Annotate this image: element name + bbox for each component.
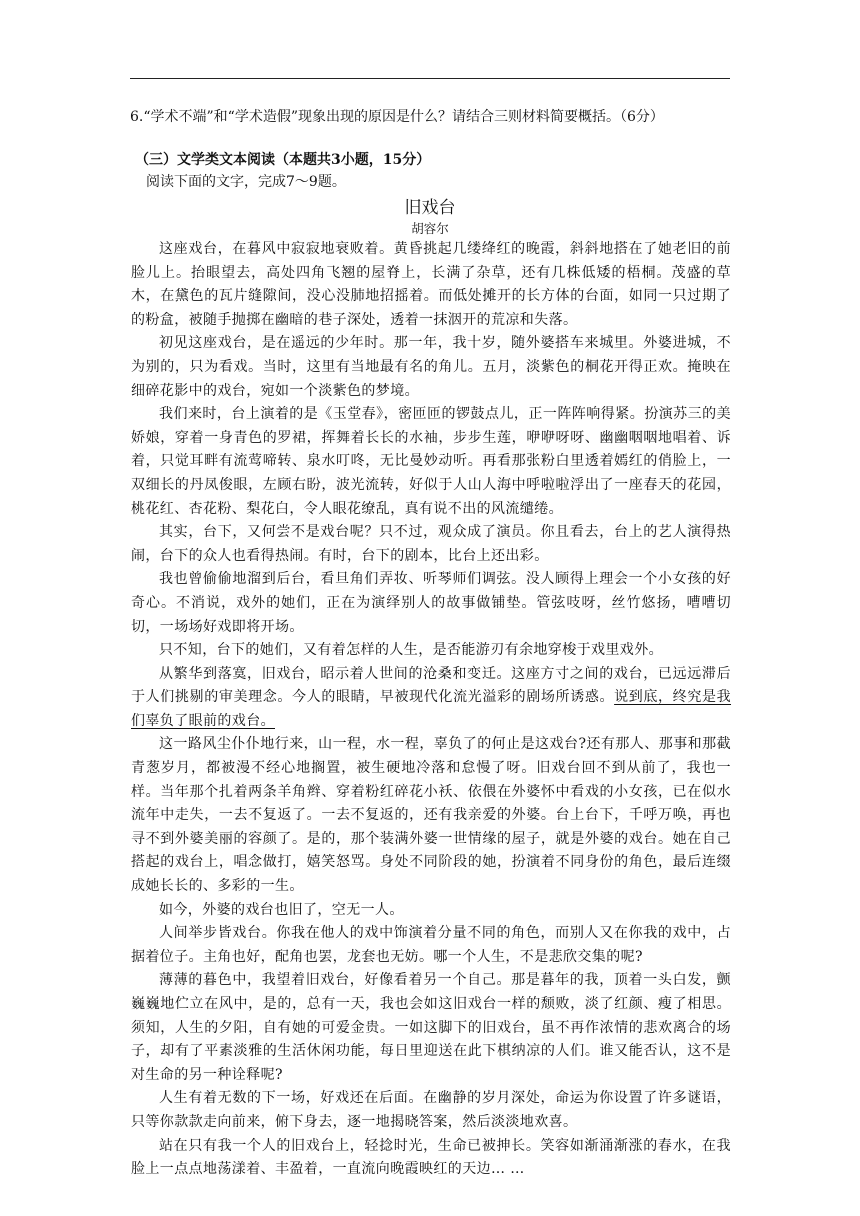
paragraph-11: 薄薄的暮色中，我望着旧戏台，好像看着另一个自己。那是暮年的我，顶着一头白发，颤巍巍地伫立在风中，是的，总有一天，我也会如这旧戏台一样的颓败，淡了红颜、瘦了相思。须知，人生的夕阳，自有她的可爱金贵。一如这脚下的旧戏台，虽不再作浓情的悲欢离合的场子，却有了平素淡雅的生活休闲功能，每日里迎送在此下棋纳凉的人们。谁又能否认，这不是对生命的另一种诠释呢? [131, 972, 731, 1083]
essay-body [131, 238, 731, 1182]
paragraph-4: 其实，台下，又何尝不是戏台呢？只不过，观众成了演员。你且看去，台上的艺人演得热闹，台下的众人也看得热闹。有时，台下的剧本，比台上还出彩。 [131, 524, 731, 564]
essay-title: 旧戏台 [404, 198, 456, 218]
paragraph-9: 如今，外婆的戏台也旧了，空无一人。 [159, 901, 404, 918]
paragraph-8: 这一路风尘仆仆地行来，山一程，水一程，辜负了的何止是这戏台?还有那人、那事和那截青葱岁月，都被漫不经心地搁置，被生硬地冷落和怠慢了呀。旧戏台回不到从前了，我也一样。当年那个扎着两条羊角辫、穿着粉红碎花小袄、依偎在外婆怀中看戏的小女孩，已在似水流年中走失，一去不复返了。一去不复返的，还有我亲爱的外婆。台上台下，千呼万唤，再也寻不到外婆美丽的容颜了。是的，那个装满外婆一世情缘的屋子，就是外婆的戏台。她在自己搭起的戏台上，唱念做打，嬉笑怒骂。身处不同阶段的她，扮演着不同身份的角色，最后连缀成她长长的、多彩的一生。 [131, 736, 731, 895]
paragraph-10: 人间举步皆戏台。你我在他人的戏中饰演着分量不同的角色，而别人又在你我的戏中，占据着位子。主角也好，配角也罢，龙套也无妨。哪一个人生，不是悲欣交集的呢? [131, 925, 731, 965]
reading-instruction: 阅读下面的文字，完成7～9题。 [146, 174, 346, 190]
section-heading: （三）文学类文本阅读（本题共3小题，15分） [135, 152, 431, 168]
header-rule [130, 78, 730, 79]
paragraph-7 [131, 663, 731, 734]
question-6: 6.“学术不端”和“学术造假”现象出现的原因是什么？请结合三则材料简要概括。（6分） [130, 109, 664, 125]
essay-author: 胡容尔 [411, 221, 449, 236]
paragraph-1: 这座戏台，在暮风中寂寂地衰败着。黄昏挑起几缕绛红的晚霞，斜斜地搭在了她老旧的前脸儿上。抬眼望去，高处四角飞翘的屋脊上，长满了杂草，还有几株低矮的梧桐。茂盛的草木，在黛色的瓦片缝隙间，没心没肺地招摇着。而低处摊开的长方体的台面，如同一只过期了的粉盒，被随手抛掷在幽暗的巷子深处，透着一抹洇开的荒凉和失落。 [131, 241, 731, 328]
paragraph-3: 我们来时，台上演着的是《玉堂春》，密匝匝的锣鼓点儿，正一阵阵响得紧。扮演苏三的美娇娘，穿着一身青色的罗裙，挥舞着长长的水袖，步步生莲，咿咿呀呀、幽幽咽咽地唱着、诉着，只觉耳畔有流莺啼转、泉水叮咚，无比曼妙动听。再看那张粉白里透着嫣红的俏脸上，一双细长的丹凤俊眼，左顾右盼，波光流转，好似于人山人海中呼啦啦浮出了一座春天的花园，桃花红、杏花粉、梨花白，令人眼花缭乱，真有说不出的风流缱绻。 [131, 406, 731, 517]
paragraph-6: 只不知，台下的她们，又有着怎样的人生，是否能游刃有余地穿梭于戏里戏外。 [159, 642, 663, 659]
paragraph-5: 我也曾偷偷地溜到后台，看旦角们弄妆、听琴师们调弦。没人顾得上理会一个小女孩的好奇心。不消说，戏外的她们，正在为演绎别人的故事做铺垫。管弦吱呀，丝竹悠扬，嘈嘈切切，一场场好戏即将开场。 [131, 571, 731, 635]
paragraph-13: 站在只有我一个人的旧戏台上，轻捻时光，生命已被抻长。笑容如渐涌渐涨的春水，在我脸上一点点地荡漾着、丰盈着，一直流向晚霞映红的天边… … [131, 1137, 731, 1178]
paragraph-12: 人生有着无数的下一场，好戏还在后面。在幽静的岁月深处，命运为你设置了许多谜语，只等你款款走向前来，俯下身去，逐一地揭晓答案，然后淡淡地欢喜。 [131, 1090, 731, 1130]
paragraph-7-text: 从繁华到落寞，旧戏台，昭示着人世间的沧桑和变迁。这座方寸之间的戏台，已远远滞后于人们挑剔的审美理念。今人的眼睛，早被现代化流光溢彩的剧场所诱惑。 [131, 665, 731, 706]
paragraph-2: 初见这座戏台，是在遥远的少年时。那一年，我十岁，随外婆搭车来城里。外婆进城，不为别的，只为看戏。当时，这里有当地最有名的角儿。五月，淡紫色的桐花开得正欢。掩映在细碎花影中的戏台，宛如一个淡紫色的梦境。 [131, 335, 731, 399]
underlined-sentence: 说到底，终究是我们辜负了眼前的戏台。 [131, 689, 732, 729]
